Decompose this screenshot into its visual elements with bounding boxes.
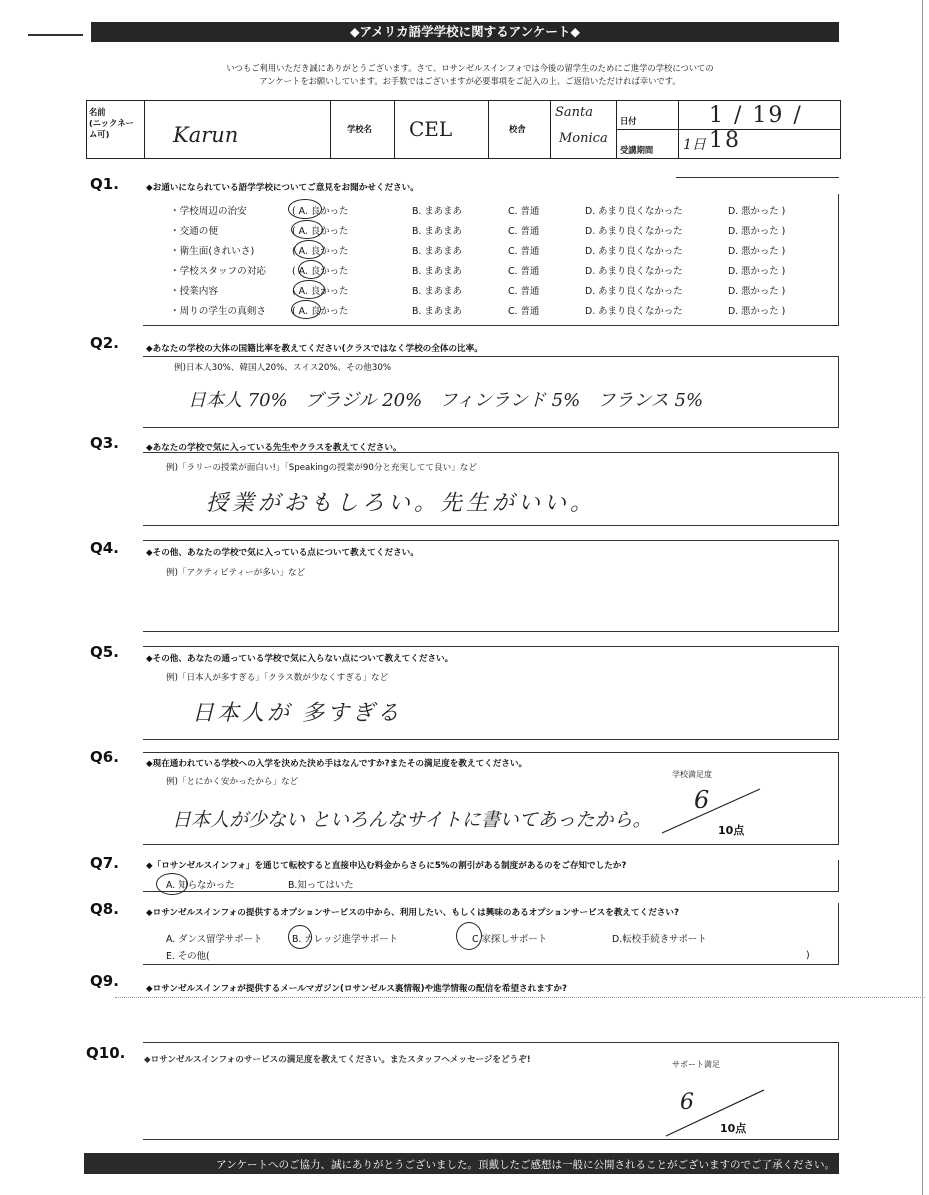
q1-opt-d[interactable]: D. あまり良くなかった — [585, 286, 683, 297]
q1-opt-e[interactable]: D. 悪かった ) — [728, 266, 786, 277]
q1-text: ◆お通いになられている語学学校についてご意見をお聞かせください。 — [146, 183, 419, 193]
q3-text: ◆あなたの学校で気に入っている先生やクラスを教えてください。 — [146, 443, 402, 453]
q1-row[interactable] — [170, 223, 810, 243]
q2-text: ◆あなたの学校の大体の国籍比率を教えてください(クラスではなく学校の全体の比率。 — [146, 344, 483, 354]
campus-label-cell — [489, 101, 551, 158]
q2-example: 例)日本人30%、韓国人20%、スイス20%、その他30% — [174, 363, 391, 373]
footer-bar: アンケートへのご協力、誠にありがとうございました。頂戴したご感想は一般に公開されることがございますのでご了承ください。 — [84, 1153, 839, 1174]
q10-score-label: サポート満足 — [672, 1060, 720, 1069]
q1-answer-circle — [298, 260, 324, 279]
q1-opt-a[interactable]: ( A. 良かった — [292, 226, 349, 237]
q6-answer: 日本人が少ない といろんなサイトに書いてあったから。 — [172, 809, 652, 831]
q1-opt-a[interactable]: ( A. 良かった — [292, 286, 349, 297]
q1-opt-e[interactable]: D. 悪かった ) — [728, 306, 786, 317]
q8-answer-circle-c — [456, 922, 482, 950]
q7-number: Q7. — [90, 854, 119, 872]
q8-number: Q8. — [90, 900, 119, 918]
q1-opt-b[interactable]: B. まあまあ — [412, 266, 462, 277]
q6-number: Q6. — [90, 748, 119, 766]
scan-edge-line — [28, 34, 83, 36]
q1-row[interactable] — [170, 203, 810, 223]
q6-score-max: 10点 — [718, 824, 745, 837]
q1-answer-circle — [291, 300, 321, 319]
q1-opt-c[interactable]: C. 普通 — [508, 226, 540, 237]
q1-opt-d[interactable]: D. あまり良くなかった — [585, 226, 683, 237]
intro-text — [150, 62, 790, 88]
q8-opt-d[interactable]: D.転校手続きサポート — [612, 934, 707, 945]
campus-value-1: Santa — [555, 105, 594, 120]
q1-opt-e[interactable]: D. 悪かった ) — [728, 226, 786, 237]
q2-answer: 日本人 70% ブラジル 20% フィンランド 5% フランス 5% — [188, 390, 704, 411]
q9-dotted-rule — [115, 997, 925, 998]
q7-opt-b[interactable]: B.知ってはいた — [288, 880, 354, 891]
q4-text: ◆その他、あなたの学校で気に入っている点について教えてください。 — [146, 548, 419, 558]
q9-number: Q9. — [90, 972, 119, 990]
q5-number: Q5. — [90, 643, 119, 661]
q1-opt-c[interactable]: C. 普通 — [508, 206, 540, 217]
header-table — [86, 100, 841, 159]
q8-opt-b[interactable]: B. カレッジ進学サポート — [292, 934, 399, 945]
q1-bottom — [143, 325, 839, 326]
school-label: 学校名 — [347, 124, 372, 134]
q1-row[interactable] — [170, 263, 810, 283]
name-label-cell — [87, 101, 145, 158]
q5-answer: 日本人が 多すぎる — [192, 701, 402, 726]
q3-example: 例)「ラリーの授業が面白い!」「Speakingの授業が90分と充実してて良い」など — [166, 463, 477, 473]
q1-answer-circle — [288, 199, 322, 219]
q1-row[interactable] — [170, 243, 810, 263]
name-value-cell[interactable] — [145, 101, 331, 158]
q9-text: ◆ロサンゼルスインフォが提供するメールマガジン(ロサンゼルス裏情報)や進学情報の配信を希望されますか? — [146, 984, 567, 994]
q4-number: Q4. — [90, 539, 119, 557]
q8-opt-e[interactable]: E. その他( — [166, 951, 210, 962]
q7-answer-circle — [156, 873, 188, 895]
q1-opt-d[interactable]: D. あまり良くなかった — [585, 306, 683, 317]
school-value: CEL — [409, 117, 453, 141]
q1-opt-a[interactable]: ( A. 良かった — [292, 266, 349, 277]
q2-number: Q2. — [90, 334, 119, 352]
period-label: 受講期間 — [620, 145, 654, 155]
q7-box — [143, 860, 839, 892]
scan-border-right — [922, 0, 923, 1195]
q10-number: Q10. — [86, 1044, 126, 1062]
q8-answer-circle-b — [288, 925, 312, 949]
q4-example: 例)「アクティビティーが多い」など — [166, 568, 306, 578]
q1-row-label: ・交通の便 — [170, 226, 218, 237]
q6-score-value[interactable]: 6 — [694, 786, 710, 814]
campus-value-2: Monica — [559, 131, 608, 146]
q1-row-label: ・衛生面(きれいさ) — [170, 246, 255, 257]
q10-text: ◆ロサンゼルスインフォのサービスの満足度を教えてください。またスタッフへメッセージをどうぞ! — [144, 1055, 531, 1065]
date-divider — [678, 101, 679, 129]
intro-line-2: アンケートをお願いしています。お手数ではございますが必要事項をご記入の上、ご返信いただければ幸いです。 — [259, 76, 681, 86]
q1-opt-e[interactable]: D. 悪かった ) — [728, 286, 786, 297]
q8-opt-e-close: ) — [806, 950, 810, 961]
q1-opt-a[interactable]: ( A. 良かった — [292, 306, 349, 317]
q6-score-slash — [660, 785, 764, 835]
q1-row[interactable] — [170, 303, 810, 323]
q8-opt-a[interactable]: A. ダンス留学サポート — [166, 934, 263, 945]
q10-score-value[interactable]: 6 — [680, 1090, 694, 1115]
q7-opt-a[interactable]: A. 知らなかった — [166, 880, 235, 891]
q7-text: ◆「ロサンゼルスインフォ」を通じて転校すると直接申込む料金からさらに5%の割引がある制度があるのをご存知でしたか? — [146, 861, 627, 871]
q1-opt-b[interactable]: B. まあまあ — [412, 246, 462, 257]
date-label: 日付 — [620, 116, 637, 126]
intro-line-1: いつもご利用いただき誠にありがとうございます。さて、ロサンゼルスインフォでは今後の留学生のためにご進学の学校についての — [226, 63, 714, 73]
period-row — [617, 129, 840, 158]
q1-opt-b[interactable]: B. まあまあ — [412, 206, 462, 217]
q1-row-label: ・周りの学生の真剣さ — [170, 306, 266, 317]
q1-opt-b[interactable]: B. まあまあ — [412, 286, 462, 297]
school-value-cell[interactable] — [395, 101, 489, 158]
name-label: 名前 (ニックネー ム可) — [89, 107, 134, 139]
q1-row-label: ・学校周辺の治安 — [170, 206, 247, 217]
q5-text: ◆その他、あなたの通っている学校で気に入らない点について教えてください。 — [146, 654, 454, 664]
q1-row[interactable] — [170, 283, 810, 303]
campus-label: 校舎 — [509, 124, 526, 134]
q1-opt-a[interactable]: ( A. 良かった — [292, 206, 349, 217]
q6-text: ◆現在通われている学校への入学を決めた決め手はなんですか?またその満足度を教えてください。 — [146, 759, 528, 769]
q1-opt-e[interactable]: D. 悪かった ) — [728, 206, 786, 217]
q1-opt-c[interactable]: C. 普通 — [508, 306, 540, 317]
q1-opt-d[interactable]: D. あまり良くなかった — [585, 206, 683, 217]
q1-opt-d[interactable]: D. あまり良くなかった — [585, 266, 683, 277]
date-value: 1 / 19 / 18 — [709, 103, 803, 153]
q1-opt-e[interactable]: D. 悪かった ) — [728, 246, 786, 257]
q3-answer: 授業がおもしろい。先生がいい。 — [206, 491, 597, 516]
q8-opt-c[interactable]: C.家探しサポート — [472, 934, 548, 945]
q8-text: ◆ロサンゼルスインフォの提供するオプションサービスの中から、利用したい、もしくは興味のあるオプションサービスを教えてください? — [146, 908, 679, 918]
q1-row-label: ・授業内容 — [170, 286, 218, 297]
period-value: 1日 — [683, 137, 706, 153]
q1-rule — [676, 177, 839, 178]
survey-title: ◆アメリカ語学学校に関するアンケート◆ — [91, 22, 839, 42]
q1-opt-d[interactable]: D. あまり良くなかった — [585, 246, 683, 257]
campus-value-cell[interactable] — [551, 101, 617, 158]
period-divider — [678, 129, 679, 158]
q1-rows — [170, 203, 810, 323]
q1-opt-c[interactable]: C. 普通 — [508, 286, 540, 297]
q6-example: 例)「とにかく安かったから」など — [166, 777, 299, 787]
q4-box[interactable] — [143, 540, 839, 632]
q6-score-label: 学校満足度 — [672, 770, 712, 779]
q5-example: 例)「日本人が多すぎる」「クラス数が少なくすぎる」など — [166, 673, 389, 683]
q1-answer-circle — [291, 220, 323, 239]
q1-answer-circle — [293, 280, 325, 299]
school-label-cell — [331, 101, 395, 158]
q1-number: Q1. — [90, 175, 119, 193]
q1-answer-circle — [294, 240, 324, 259]
q1-opt-c[interactable]: C. 普通 — [508, 246, 540, 257]
q1-opt-c[interactable]: C. 普通 — [508, 266, 540, 277]
q1-opt-b[interactable]: B. まあまあ — [412, 226, 462, 237]
name-value: Karun — [173, 123, 239, 147]
q1-opt-b[interactable]: B. まあまあ — [412, 306, 462, 317]
q1-row-label: ・学校スタッフの対応 — [170, 266, 266, 277]
q10-score-max: 10点 — [720, 1122, 747, 1135]
q1-opt-a[interactable]: ( A. 良かった — [292, 246, 349, 257]
q10-score-slash — [664, 1086, 768, 1138]
q3-number: Q3. — [90, 434, 119, 452]
